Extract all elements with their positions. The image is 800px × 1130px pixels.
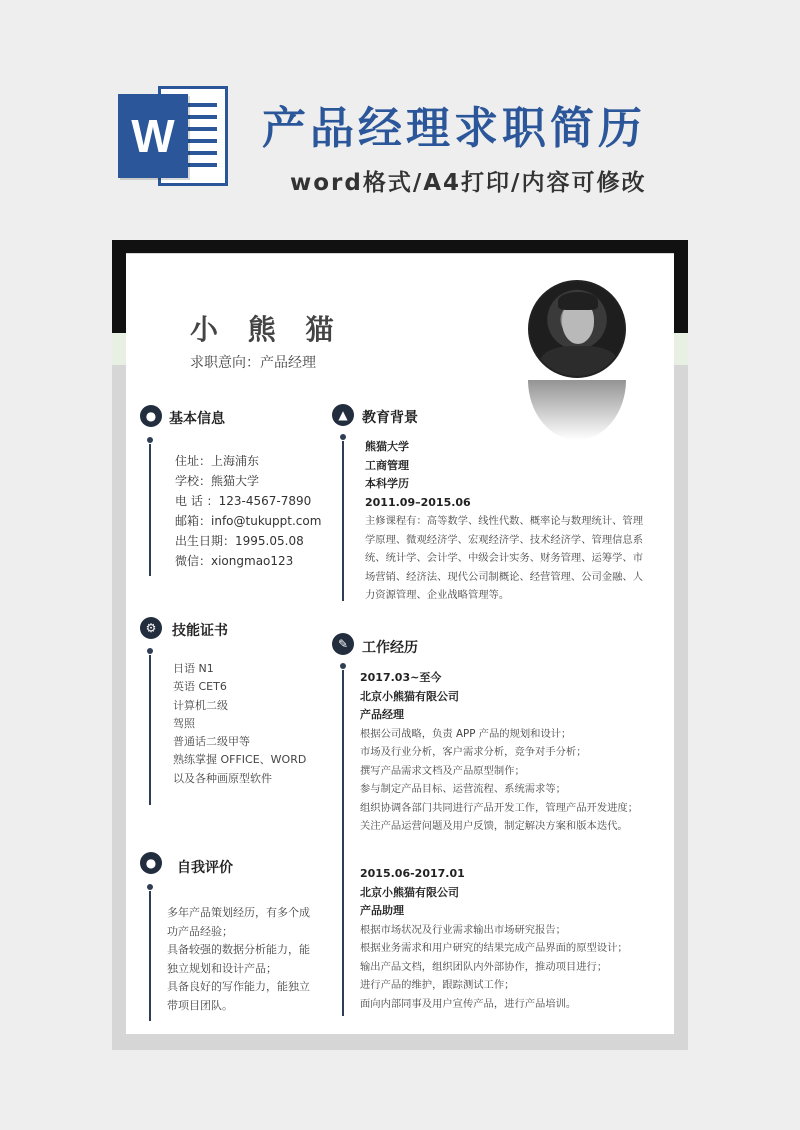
job-duty: 面向内部同事及用户宣传产品，进行产品培训。 [360,997,577,1010]
self-eval-line: 功产品经验； [167,924,233,938]
job-role: 产品助理 [360,904,404,917]
side-bar-right [674,240,688,333]
tools-icon: ✎ [332,633,354,655]
edu-period: 2011.09–2015.06 [365,495,471,509]
word-letter-icon: W [118,94,188,178]
job-duty: 组织协调各部门共同进行产品开发工作，管理产品开发进度； [360,801,639,814]
skills-list [173,660,333,788]
self-eval-line: 多年产品策划经历，有多个成 [167,906,310,919]
edu-course-line: 力资源管理、企业战略管理等。 [365,589,510,601]
chat-bubble-icon: ● [140,852,162,874]
self-eval-line: 独立规划和设计产品； [167,961,277,975]
edu-school: 熊猫大学 [365,440,409,453]
info-wechat: 微信：xiongmao123 [175,554,294,568]
job-intent: 求职意向：产品经理 [190,355,316,371]
info-email: 邮箱：info@tukuppt.com [175,514,322,528]
timeline-line [149,891,151,1021]
side-bar-left [112,240,126,333]
work-title: 工作经历 [362,640,418,656]
edu-course-line: 统、统计学、会计学、中级会计实务、财务管理、运筹学、市 [365,552,644,564]
edu-course-line: 学原理、微观经济学、宏观经济学、技术经济学、管理信息系 [365,533,644,546]
timeline-line [342,670,344,1016]
edu-course-line: 主修课程有：高等数学、线性代数、概率论与数理统计、管理 [365,515,644,527]
timeline-dot [147,648,153,654]
banner-title: 产品经理求职简历 [262,103,646,154]
job-company: 北京小熊猫有限公司 [360,885,459,899]
self-eval-line: 具备较强的数据分析能力，能 [167,943,310,956]
job-duty: 参与制定产品目标、运营流程、系统需求等； [360,783,566,795]
banner-subtitle: word格式/A4打印/内容可修改 [290,170,647,196]
user-icon: ● [140,405,162,427]
timeline-dot [340,434,346,440]
skill-item: 英语 CET6 [173,680,227,694]
timeline-dot [147,437,153,443]
job-role: 产品经理 [360,708,404,721]
side-tint-left [112,333,126,365]
job-duty: 市场及行业分析，客户需求分析，竞争对手分析； [360,746,587,758]
education-title: 教育背景 [362,410,418,426]
job-duty: 根据市场状况及行业需求输出市场研究报告； [360,923,566,936]
skill-item: 日语 N1 [173,662,214,675]
word-logo [118,86,228,186]
job-company: 北京小熊猫有限公司 [360,689,459,703]
skill-item: 以及各种画原型软件 [173,771,272,785]
edu-course-line: 场营销、经济法、现代公司制概论、经营管理、公司金融、人 [365,570,644,583]
info-school: 学校：熊猫大学 [175,474,260,488]
self-eval-line: 具备良好的写作能力，能独立 [167,980,310,993]
timeline-line [342,441,344,601]
skill-item: 计算机二级 [173,698,228,712]
timeline-line [149,444,151,576]
job-entry [360,669,660,836]
profile-photo [528,280,626,378]
job-period: 2017.03~至今 [360,671,442,684]
edu-degree: 本科学历 [365,477,409,490]
job-duty: 撰写产品需求文档及产品原型制作； [360,764,525,777]
job-duty: 进行产品的维护，跟踪测试工作； [360,979,515,991]
info-birthday: 出生日期：1995.05.08 [175,534,304,548]
graduation-cap-icon: ▲ [332,404,354,426]
job-period: 2015.06-2017.01 [360,867,465,880]
basic-info-list [175,451,335,571]
self-eval-line: 带项目团队。 [167,998,233,1012]
info-phone: 电 话 ：123-4567-7890 [175,494,312,508]
job-duty: 输出产品文档，组织团队内外部协作，推动项目进行； [360,960,608,973]
job-duty: 关注产品运营问题及用户反馈，制定解决方案和版本迭代。 [360,820,628,832]
education-block [365,438,655,605]
timeline-line [149,655,151,805]
gear-icon: ⚙ [140,617,162,639]
skill-item: 普通话二级甲等 [173,735,250,749]
self-eval-text [167,904,327,1015]
edu-major: 工商管理 [365,458,409,472]
timeline-dot [147,884,153,890]
side-tint-right [674,333,688,365]
candidate-name: 小 熊 猫 [190,313,344,346]
basic-info-title: 基本信息 [169,411,225,427]
info-address: 住址：上海浦东 [175,454,260,468]
self-eval-title: 自我评价 [177,860,233,876]
top-bar [112,240,688,253]
skills-title: 技能证书 [172,623,228,639]
skill-item: 驾照 [173,716,195,730]
job-entry [360,865,660,1013]
timeline-dot [340,663,346,669]
job-duty: 根据业务需求和用户研究的结果完成产品界面的原型设计； [360,942,628,954]
job-duty: 根据公司战略，负责 APP 产品的规划和设计； [360,727,572,740]
skill-item: 熟练掌握 OFFICE、WORD [173,753,307,767]
